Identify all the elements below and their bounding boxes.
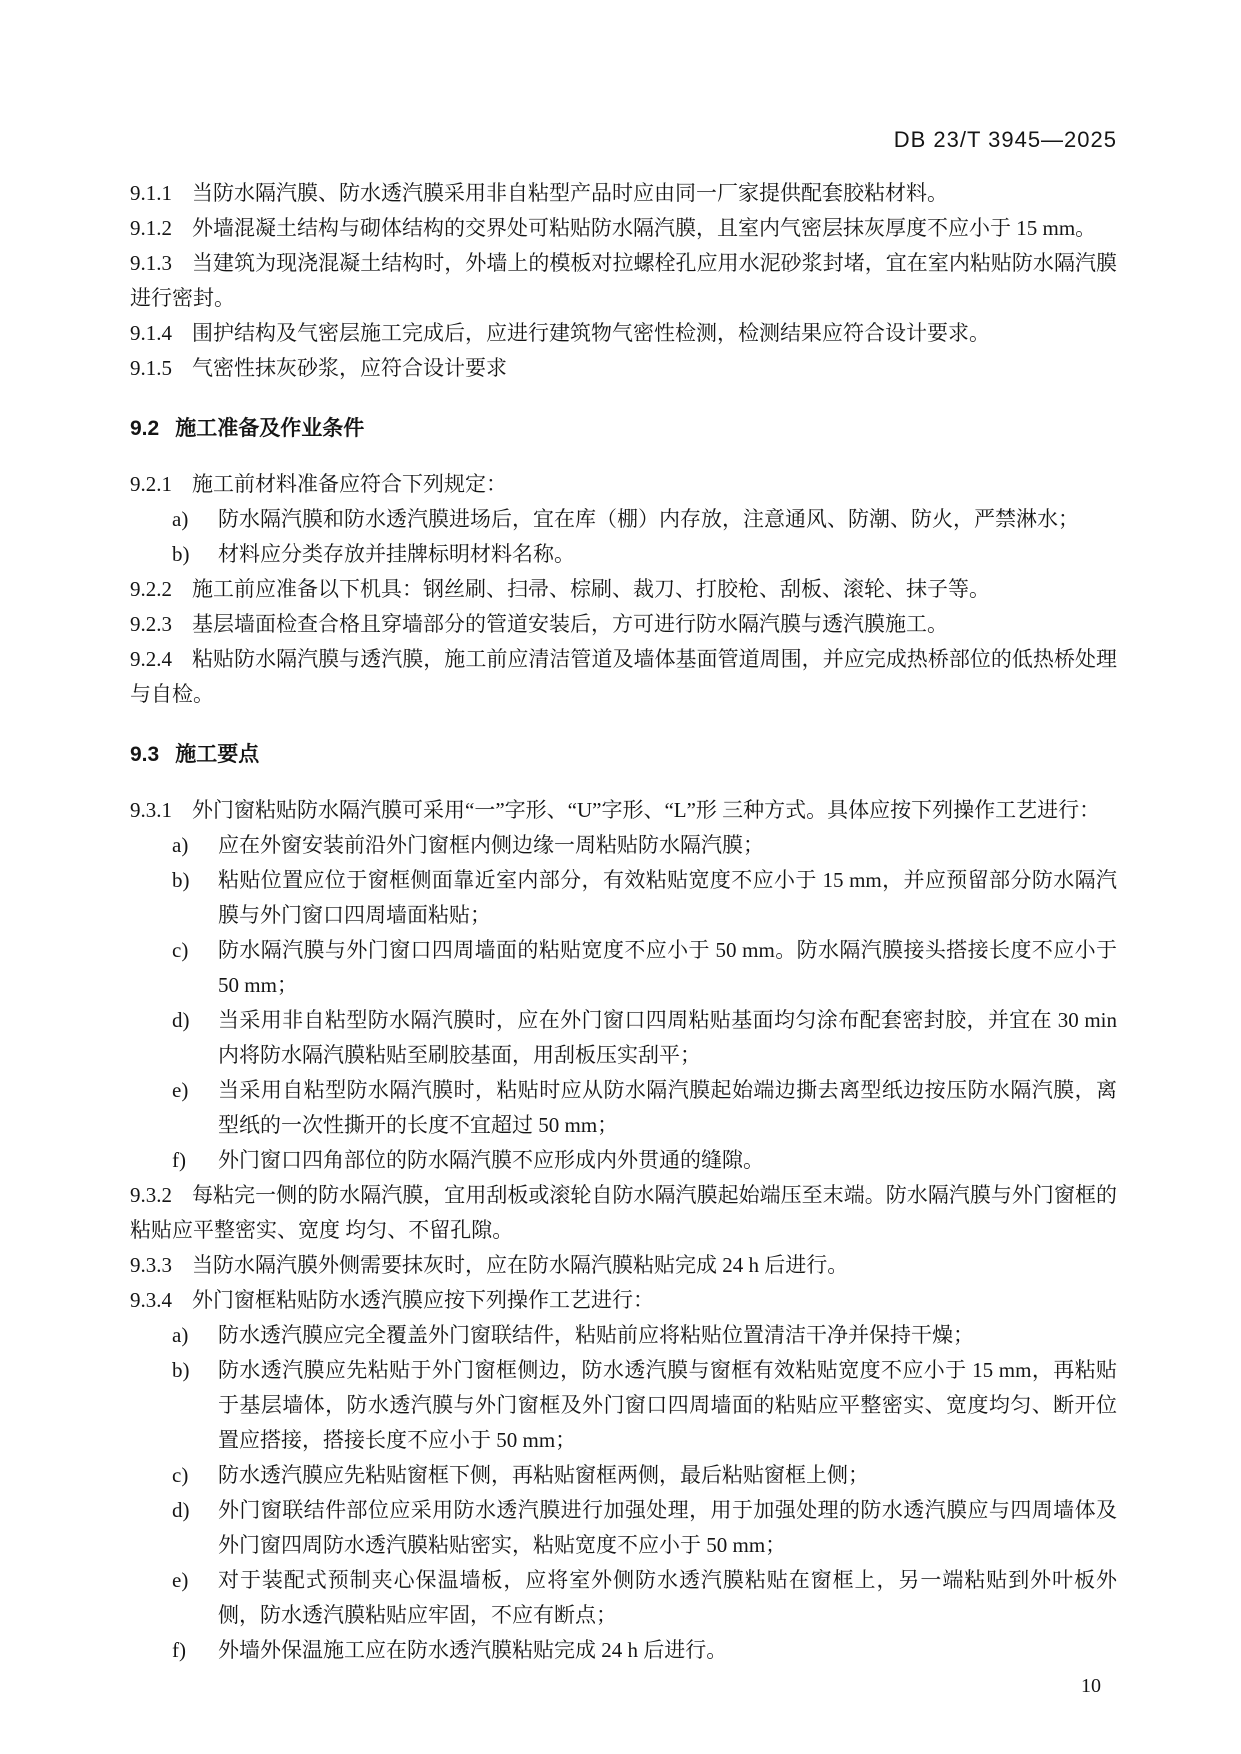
list-item-label: f) [172,1148,186,1172]
section-number: 9.3 [130,743,160,766]
list-item-a [130,828,1117,863]
clause-text: 每粘完一侧的防水隔汽膜，宜用刮板或滚轮自防水隔汽膜起始端压至末端。防水隔汽膜与外门窗框的粘贴应平整密实、宽度 均匀、不留孔隙。 [130,1183,1117,1242]
list-item-text: 防水隔汽膜与外门窗口四周墙面的粘贴宽度不应小于 50 mm。防水隔汽膜接头搭接长度不应小于 50 mm； [218,938,1117,997]
list-item-f [130,1633,1117,1668]
clause-text: 基层墙面检查合格且穿墙部分的管道安装后，方可进行防水隔汽膜与透汽膜施工。 [192,612,948,636]
list-item-b [130,537,1117,572]
clause-9-1-3 [130,246,1117,316]
clause-9-3-2 [130,1178,1117,1248]
list-item-label: e) [172,1568,189,1592]
clause-text: 当防水隔汽膜、防水透汽膜采用非自粘型产品时应由同一厂家提供配套胶粘材料。 [192,181,948,205]
clause-number: 9.1.5 [130,356,172,380]
clause-text: 外门窗粘贴防水隔汽膜可采用“一”字形、“U”字形、“L”形 三种方式。具体应按下列操作工艺进行： [192,798,1101,822]
list-item-b [130,1353,1117,1458]
list-item-text: 对于装配式预制夹心保温墙板，应将室外侧防水透汽膜粘贴在窗框上，另一端粘贴到外叶板外侧，防水透汽膜粘贴应牢固，不应有断点； [218,1568,1117,1627]
section-heading-9-3 [130,737,1117,772]
list-item-text: 防水隔汽膜和防水透汽膜进场后，宜在库（棚）内存放，注意通风、防潮、防火，严禁淋水； [218,507,1079,531]
clause-9-2-1 [130,467,1117,502]
clause-number: 9.2.4 [130,647,172,671]
clause-number: 9.2.2 [130,577,172,601]
clause-text: 围护结构及气密层施工完成后，应进行建筑物气密性检测，检测结果应符合设计要求。 [192,321,990,345]
page-number: 10 [1081,1675,1101,1697]
document-body [130,176,1117,1668]
list-item-text: 防水透汽膜应先粘贴于外门窗框侧边，防水透汽膜与窗框有效粘贴宽度不应小于 15 mm，再粘贴于基层墙体，防水透汽膜与外门窗框及外门窗口四周墙面的粘贴应平整密实、宽度均匀、断开位置应搭接，搭接长度不应小于 50 mm； [218,1358,1117,1452]
clause-number: 9.1.3 [130,251,172,275]
section-title: 施工准备及作业条件 [175,417,365,440]
clause-9-3-4 [130,1283,1117,1318]
clause-text: 气密性抹灰砂浆，应符合设计要求 [192,356,507,380]
clause-number: 9.2.3 [130,612,172,636]
list-item-label: b) [172,1358,190,1382]
list-item-text: 防水透汽膜应完全覆盖外门窗联结件，粘贴前应将粘贴位置清洁干净并保持干燥； [218,1323,974,1347]
clause-text: 施工前应准备以下机具：钢丝刷、扫帚、棕刷、裁刀、打胶枪、刮板、滚轮、抹子等。 [192,577,990,601]
list-item-label: a) [172,833,189,857]
list-item-c [130,933,1117,1003]
clause-text: 粘贴防水隔汽膜与透汽膜，施工前应清洁管道及墙体基面管道周围，并应完成热桥部位的低热桥处理与自检。 [130,647,1117,706]
clause-number: 9.1.1 [130,181,172,205]
section-heading-9-2 [130,411,1117,446]
list-item-label: a) [172,507,189,531]
list-item-c [130,1458,1117,1493]
list-item-f [130,1143,1117,1178]
clause-text: 当建筑为现浇混凝土结构时，外墙上的模板对拉螺栓孔应用水泥砂浆封堵，宜在室内粘贴防水隔汽膜进行密封。 [130,251,1117,310]
clause-9-2-3 [130,607,1117,642]
clause-9-2-2 [130,572,1117,607]
section-title: 施工要点 [175,743,260,766]
clause-number: 9.2.1 [130,472,172,496]
list-item-text: 粘贴位置应位于窗框侧面靠近室内部分，有效粘贴宽度不应小于 15 mm，并应预留部分防水隔汽膜与外门窗口四周墙面粘贴； [218,868,1117,927]
list-item-a [130,502,1117,537]
list-item-text: 当采用非自粘型防水隔汽膜时，应在外门窗口四周粘贴基面均匀涂布配套密封胶，并宜在 30 min 内将防水隔汽膜粘贴至刷胶基面，用刮板压实刮平； [218,1008,1117,1067]
clause-number: 9.1.4 [130,321,172,345]
list-item-text: 当采用自粘型防水隔汽膜时，粘贴时应从防水隔汽膜起始端边撕去离型纸边按压防水隔汽膜，离型纸的一次性撕开的长度不宜超过 50 mm； [218,1078,1117,1137]
clause-number: 9.3.3 [130,1253,172,1277]
clause-9-1-4 [130,316,1117,351]
list-item-label: f) [172,1638,186,1662]
list-item-d [130,1493,1117,1563]
list-item-text: 外门窗联结件部位应采用防水透汽膜进行加强处理，用于加强处理的防水透汽膜应与四周墙体及外门窗四周防水透汽膜粘贴密实，粘贴宽度不应小于 50 mm； [218,1498,1117,1557]
list-item-text: 外门窗口四角部位的防水隔汽膜不应形成内外贯通的缝隙。 [218,1148,764,1172]
clause-text: 施工前材料准备应符合下列规定： [192,472,507,496]
clause-number: 9.1.2 [130,216,172,240]
clause-text: 外墙混凝土结构与砌体结构的交界处可粘贴防水隔汽膜，且室内气密层抹灰厚度不应小于 15 mm。 [192,216,1097,240]
list-item-label: c) [172,1463,189,1487]
list-item-label: a) [172,1323,189,1347]
list-item-text: 外墙外保温施工应在防水透汽膜粘贴完成 24 h 后进行。 [218,1638,728,1662]
list-item-label: c) [172,938,189,962]
list-item-label: d) [172,1498,190,1522]
section-number: 9.2 [130,417,160,440]
clause-text: 外门窗框粘贴防水透汽膜应按下列操作工艺进行： [192,1288,654,1312]
clause-9-1-5 [130,351,1117,386]
list-item-b [130,863,1117,933]
clause-number: 9.3.2 [130,1183,172,1207]
doc-code-header: DB 23/T 3945—2025 [893,127,1117,152]
clause-text: 当防水隔汽膜外侧需要抹灰时，应在防水隔汽膜粘贴完成 24 h 后进行。 [192,1253,849,1277]
list-item-text: 应在外窗安装前沿外门窗框内侧边缘一周粘贴防水隔汽膜； [218,833,764,857]
clause-9-1-1 [130,176,1117,211]
clause-number: 9.3.4 [130,1288,172,1312]
list-item-label: b) [172,542,190,566]
list-item-label: e) [172,1078,189,1102]
clause-9-3-3 [130,1248,1117,1283]
list-item-d [130,1003,1117,1073]
clause-9-2-4 [130,642,1117,712]
list-item-e [130,1563,1117,1633]
list-item-text: 防水透汽膜应先粘贴窗框下侧，再粘贴窗框两侧，最后粘贴窗框上侧； [218,1463,869,1487]
clause-9-3-1 [130,793,1117,828]
list-item-e [130,1073,1117,1143]
list-item-label: b) [172,868,190,892]
list-item-text: 材料应分类存放并挂牌标明材料名称。 [218,542,575,566]
list-item-a [130,1318,1117,1353]
list-item-label: d) [172,1008,190,1032]
clause-number: 9.3.1 [130,798,172,822]
clause-9-1-2 [130,211,1117,246]
